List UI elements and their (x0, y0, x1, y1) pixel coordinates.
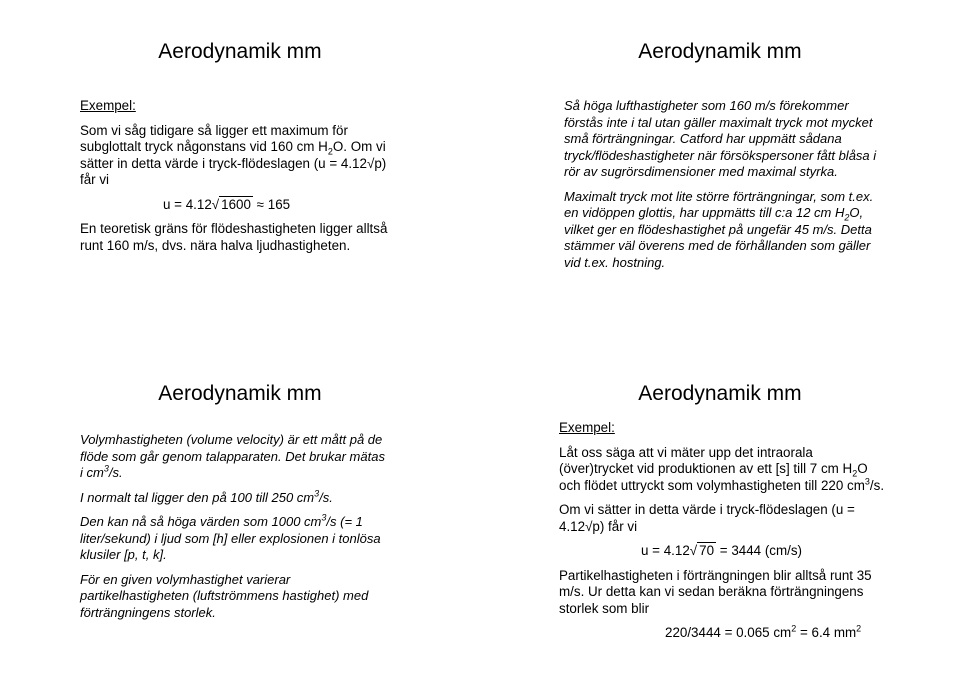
example-label: Exempel: (559, 420, 615, 435)
text-span: = 6.4 mm (799, 625, 857, 640)
approx-symbol: ≈ (256, 196, 265, 212)
text-span: sätter in detta värde i tryck-flödeslagen (u = 4.12 (80, 155, 367, 171)
text-line: vilket ger en flödeshastighet på ungefär 45 m/s. Detta (564, 221, 872, 237)
subscript: 2 (327, 146, 333, 157)
slide-3 (0, 342, 480, 684)
sqrt-symbol: √ (689, 543, 698, 558)
text-line: Om vi sätter in detta värde i tryck-flödeslagen (u = (559, 502, 855, 517)
text-line: tryck/flödeshastigheter när försökspersoner fått blåsa i (564, 147, 877, 163)
text-span: O (857, 461, 868, 476)
text-line: storlek som blir (559, 600, 650, 616)
slide-body (559, 420, 899, 642)
text-line: Maximalt tryck mot lite större förträngningar, som t.ex. (564, 188, 874, 204)
text-line (80, 465, 420, 482)
slide-title: Aerodynamik mm (638, 382, 802, 405)
text-span: /s (= 1 (326, 514, 363, 529)
text-span: /s. (108, 465, 123, 480)
superscript: 3 (321, 512, 327, 523)
text-span: O. Om vi (332, 139, 386, 154)
superscript: 2 (791, 623, 797, 634)
text-line: förträngningens storlek. (80, 604, 216, 620)
text-span: u = 4.12 (641, 543, 690, 558)
slide-body (80, 98, 420, 254)
text-line: små förträngningar. Catford har uppmätt sådana (564, 131, 842, 146)
text-line: Så höga lufthastigheter som 160 m/s förekommer (564, 98, 849, 113)
text-line: Som vi såg tidigare så ligger ett maximum för (80, 122, 348, 138)
formula (559, 625, 899, 642)
text-line: partikelhastigheten (luftströmmens hastighet) med (80, 588, 369, 603)
text-span: 165 (267, 196, 291, 212)
text-line (559, 461, 899, 478)
slide-4 (480, 342, 960, 684)
superscript: 3 (864, 476, 870, 487)
subscript: 2 (844, 212, 850, 223)
text-span: subglottalt tryck någonstans vid 160 cm H (80, 139, 328, 154)
text-line (559, 519, 899, 536)
text-span: /s. (869, 477, 885, 493)
text-span: och flödet uttryckt som volymhastigheten till 220 cm (559, 477, 865, 493)
text-line: vid t.ex. hostning. (564, 254, 666, 270)
text-line: m/s. Ur detta kan vi sedan beräkna förträngningens (559, 584, 864, 599)
superscript: 3 (103, 463, 109, 474)
text-line: klusiler [p, t, k]. (80, 547, 167, 562)
sqrt-symbol: √ (585, 518, 593, 534)
text-span: p) får vi (592, 518, 638, 534)
text-line (80, 514, 420, 531)
text-line: En teoretisk gräns för flödeshastigheten ligger alltså (80, 221, 388, 236)
text-line: Volymhastigheten (volume velocity) är ett mått på de (80, 432, 383, 447)
slide-title: Aerodynamik mm (638, 40, 802, 63)
text-line: stämmer väl överens med de förhållanden som gäller (564, 238, 871, 253)
superscript: 3 (314, 488, 320, 499)
formula (80, 197, 420, 214)
slide-2 (480, 0, 960, 342)
radicand: 1600 (221, 196, 251, 212)
text-span: = 3444 (cm/s) (719, 543, 803, 558)
text-line: Partikelhastigheten i förträngningen blir alltså runt 35 (559, 567, 872, 583)
slide-title: Aerodynamik mm (158, 40, 322, 63)
sqrt-symbol: √ (366, 155, 375, 171)
text-span: i cm (80, 465, 104, 480)
text-span: /s. (319, 489, 333, 505)
text-span: en vidöppen glottis, har uppmätts till c:a 12 cm H (564, 205, 845, 220)
text-line: rör av sugrörsdimensioner med maximal styrka. (564, 164, 838, 179)
formula (559, 543, 899, 560)
slide-body (80, 432, 420, 621)
text-line (564, 205, 924, 222)
text-line: förstås inte i tal utan gäller maximalt tryck mot mycket (564, 114, 873, 130)
text-line: Låt oss säga att vi mäter upp det intraorala (559, 444, 813, 460)
subscript: 2 (852, 468, 858, 479)
sqrt-symbol: √ (211, 196, 220, 212)
slide-1 (0, 0, 480, 342)
text-line (80, 490, 420, 507)
text-span: p) (374, 155, 387, 171)
text-span: u = 4.12 (163, 196, 212, 212)
text-span: 220/3444 = 0.065 cm (665, 625, 792, 640)
text-span: Den kan nå så höga värden som 1000 cm (80, 514, 322, 529)
radicand: 70 (699, 543, 715, 558)
text-line (80, 156, 420, 173)
text-line: liter/sekund) i ljud som [h] eller explosionen i tonlösa (80, 530, 381, 546)
example-label: Exempel: (80, 98, 136, 113)
text-line: För en given volymhastighet varierar (80, 571, 291, 587)
text-span: I normalt tal ligger den på 100 till 250 cm (80, 489, 315, 505)
text-span: O, (849, 205, 864, 220)
text-line: runt 160 m/s, dvs. nära halva ljudhastigheten. (80, 237, 351, 253)
text-line (559, 478, 899, 495)
text-span: 4.12 (559, 518, 586, 534)
superscript: 2 (856, 623, 862, 634)
slide-title: Aerodynamik mm (158, 382, 322, 405)
text-span: (över)trycket vid produktionen av ett [s] till 7 cm H (559, 461, 853, 476)
text-line (80, 139, 420, 156)
text-line: flöde som går genom talapparaten. Det brukar mätas (80, 448, 385, 464)
text-line: får vi (80, 172, 110, 187)
slide-body (564, 98, 924, 271)
